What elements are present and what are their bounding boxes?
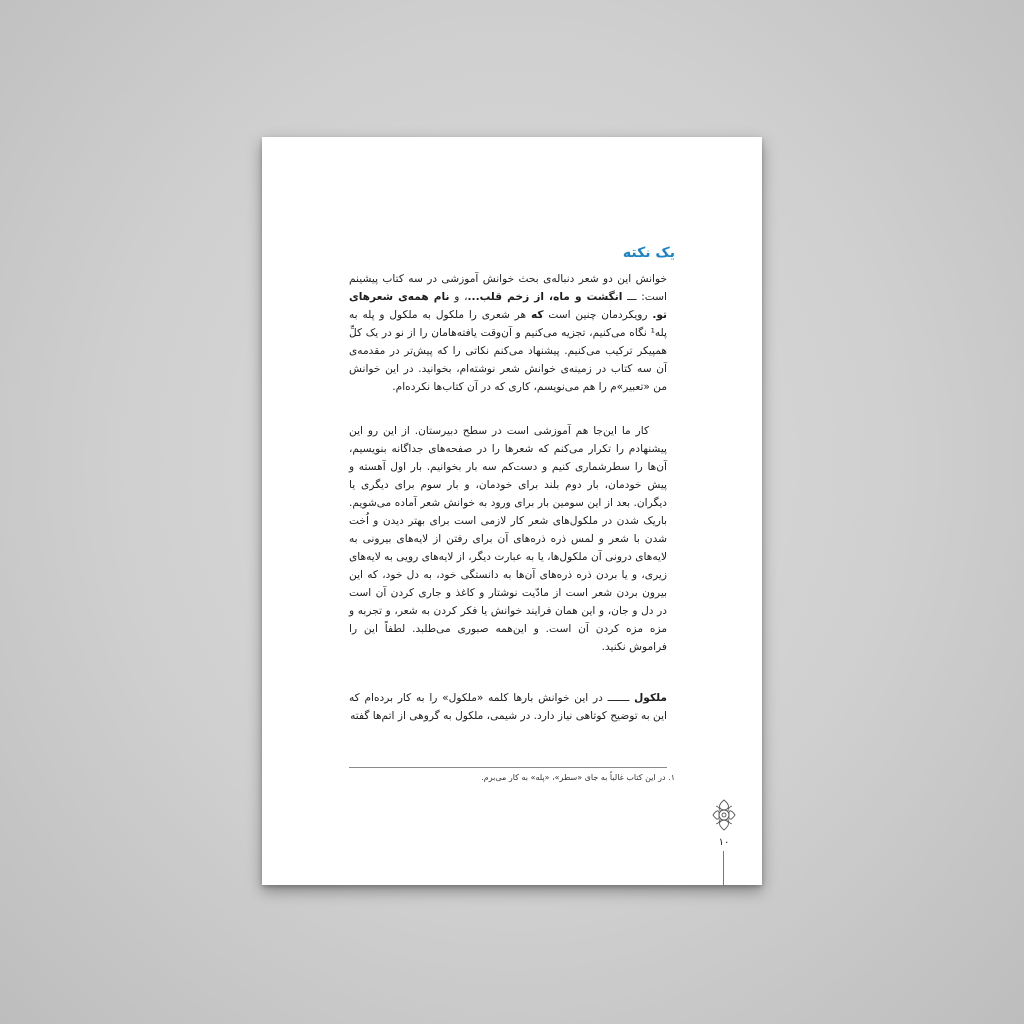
page-number: ۱۰ xyxy=(718,837,730,848)
footnote: ۱. در این کتاب غالباً به جای «سطر»، «پله» به کار می‌برم. xyxy=(481,773,675,782)
paragraph-intro-text-3: رویکردمان چنین است xyxy=(543,309,653,321)
paragraph-intro-text-4: هر شعری را ملکول به ملکول و پله به پله¹ نگاه می‌کنیم، تجزیه می‌کنیم و آن‌وقت یافته‌هامان را از نو در یک کلِّ همپیکر ترکیب می‌کنیم. پیشنهاد می‌کنم نکاتی را که پیش‌تر در مقدمه‌ی آن سه کتاب در زمینه‌ی خوانش شعر نوشته‌ام، بخوانید. در این خوانش من «تعبیر»م را هم می‌نویسم، کاری که در آن کتاب‌ها نکرده‌ام. xyxy=(349,309,667,393)
page-number-rule xyxy=(723,851,724,885)
paragraph-intro-text-2: ، و xyxy=(449,291,468,303)
paragraph-intro-text-1: خوانش این دو شعر دنباله‌ی بحث خوانش آموزشی در سه کتاب پیشینم است: ـــ xyxy=(349,273,667,303)
emphasis-word: که xyxy=(530,309,544,321)
paragraph-method: کار ما این‌جا هم آموزشی است در سطح دبیرستان. از این رو این پیشنهادم را تکرار می‌کنم که شعرها را در صفحه‌های جداگانه بنویسیم، آن‌ها را سطرشماری کنیم و دست‌کم سه بار بخوانیم. بار اول آهسته و پیش خودمان، بار دوم بلند برای خودمان، و بار سوم برای دیگری یا دیگران. بعد از این سومین بار برای ورود به خوانش شعر آماده می‌شویم. باریک شدن در ملکول‌های شعر کار لازمی است برای بهتر دیدن و اُخت شدن با شعر و لمس ذره ذره‌های آن برای رفتن از لایه‌های بیرونی به لایه‌های درونی آن ملکول‌ها، یا به عبارت دیگر، از لایه‌های رویی به لایه‌های زیری، و یا بردن ذره ذره‌های آن‌ها به دانستگی خود، به دل خود، که این بیرون بردن شعر است از مادّیت نوشتار و کاغذ و جاری کردن آن است در دل و جان، و این همان فرایند خوانش یا فکر کردن به شعر، و تجربه و مزه مزه کردن آن است. و این‌همه صبوری می‌طلبد. لطفاً این را فراموش نکنید. xyxy=(349,425,667,653)
section-heading: یک نکته xyxy=(622,245,675,261)
footnote-divider xyxy=(349,767,667,768)
book-page xyxy=(262,137,762,885)
paragraph-intro xyxy=(349,270,667,396)
floral-ornament-icon xyxy=(709,797,739,833)
paragraph-molecule xyxy=(349,689,667,725)
paragraph-molecule-text: ـــــــ در این خوانش بارها کلمه «ملکول» را به کار برده‌ام که این به توضیح کوتاهی نیاز دارد. در شیمی، ملکول به گروهی از اتم‌ها گفته xyxy=(349,692,667,722)
book-title-1: انگشت و ماه، از زخم قلب... xyxy=(467,291,623,303)
book-title-2: نام همه‌ی شعرهای تو. xyxy=(349,291,667,321)
term-molecule: ملکول xyxy=(634,692,667,704)
